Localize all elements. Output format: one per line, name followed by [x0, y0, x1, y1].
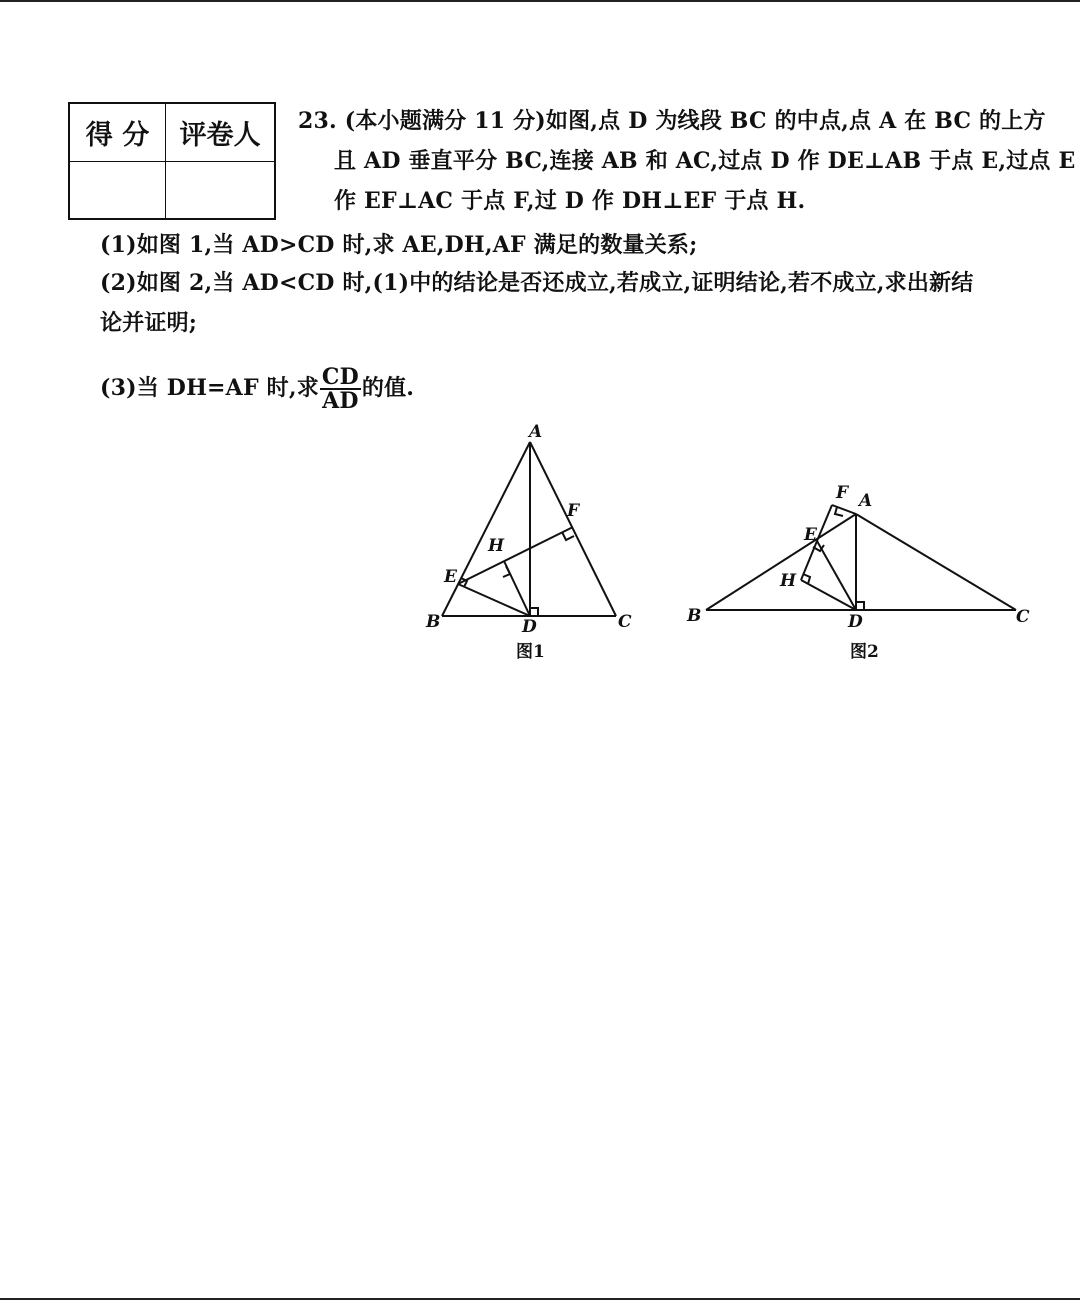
problem-header-line2: 且 AD 垂直平分 BC,连接 AB 和 AC,过点 D 作 DE⊥AB 于点 E,过点 E	[334, 148, 1076, 174]
fig1-label-e: E	[444, 567, 457, 587]
fig2-caption: 图2	[850, 642, 879, 662]
score-label: 得 分	[69, 103, 166, 162]
fig2-label-e: E	[804, 525, 817, 545]
fraction-denominator: AD	[322, 388, 359, 414]
fig2-segment-ab	[706, 514, 856, 610]
page-bottom-edge	[0, 1298, 1080, 1300]
fig1-caption: 图1	[516, 642, 545, 662]
fig2-segment-ef	[817, 505, 832, 541]
fig1-label-d: D	[522, 617, 537, 637]
problem-part1: (1)如图 1,当 AD>CD 时,求 AE,DH,AF 满足的数量关系;	[100, 232, 698, 258]
fig2-label-c: C	[1016, 607, 1030, 627]
fig1-label-b: B	[426, 612, 441, 632]
fraction-numerator: CD	[321, 364, 359, 390]
part3-suffix: 的值.	[361, 375, 415, 401]
fig1-label-a: A	[529, 422, 543, 442]
fig2-label-h: H	[780, 571, 797, 591]
fig1-label-c: C	[618, 612, 632, 632]
problem-part2-line1: (2)如图 2,当 AD<CD 时,(1)中的结论是否还成立,若成立,证明结论,若不成立,求出新结	[100, 270, 974, 296]
fig2-label-b: B	[687, 606, 702, 626]
problem-part2-line2: 论并证明;	[100, 310, 198, 336]
fig1-label-h: H	[488, 536, 505, 556]
part3-prefix: (3)当 DH=AF 时,求	[100, 375, 319, 401]
fig2-label-d: D	[848, 612, 863, 632]
fig1-label-f: F	[567, 501, 580, 521]
fig2-segment-ac	[856, 514, 1016, 610]
problem-header-line3: 作 EF⊥AC 于点 F,过 D 作 DH⊥EF 于点 H.	[334, 188, 806, 214]
fig2-right-angle-d	[856, 602, 864, 610]
grader-label: 评卷人	[166, 103, 276, 162]
fig2-label-f: F	[836, 483, 849, 503]
fig2-label-a: A	[859, 491, 873, 511]
problem-header-line1: 23. (本小题满分 11 分)如图,点 D 为线段 BC 的中点,点 A 在 BC 的上方	[298, 108, 1046, 134]
